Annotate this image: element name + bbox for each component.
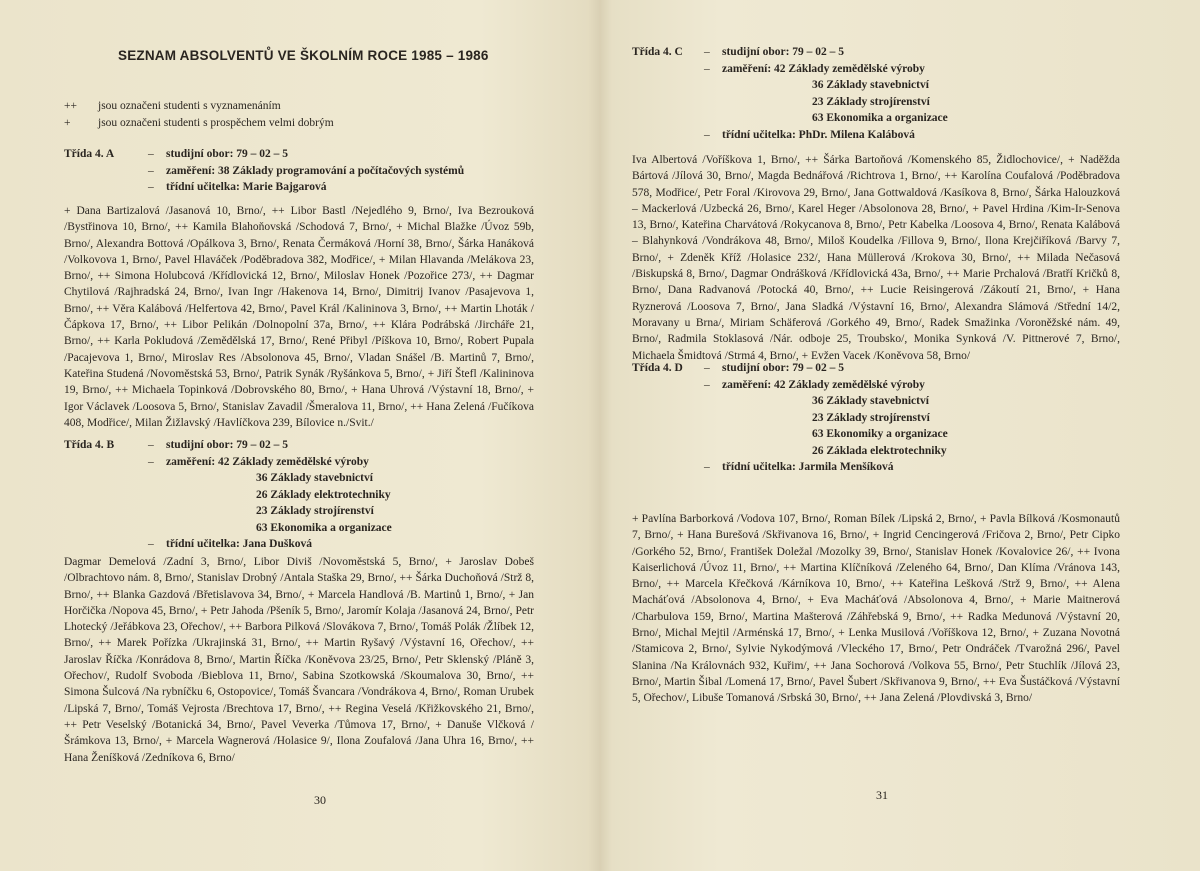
- right-page: [600, 0, 1200, 871]
- legend: [64, 98, 334, 132]
- class-obor: studijní obor: 79 – 02 – 5: [722, 46, 845, 58]
- class-teacher: třídní učitelka: Jarmila Menšíková: [722, 461, 894, 473]
- class-teacher: třídní učitelka: PhDr. Milena Kalábová: [722, 128, 915, 141]
- class-zamereni: zaměření: 38 Základy programování a počítačových systémů: [166, 164, 465, 177]
- page-title: SEZNAM ABSOLVENTŮ VE ŠKOLNÍM ROCE 1985 – 1986: [118, 48, 489, 63]
- class-zamereni-extra: 63 Ekonomika a organizace: [812, 112, 948, 124]
- class-4c-header: Třída 4. C – studijní obor: 79 – 02 – 5 – zaměření: 42 Základy zemědělské výroby 36 Základy stavebnictví 23 Základy strojírenství 63 Ekonomika a organizace – třídní učitelka: PhDr. Milena Kalábová: [632, 46, 948, 141]
- legend-text: jsou označeni studenti s prospěchem velmi dobrým: [98, 117, 334, 129]
- class-zamereni: zaměření: 42 Základy zemědělské výroby: [722, 378, 925, 391]
- class-obor: studijní obor: 79 – 02 – 5: [166, 148, 289, 160]
- legend-row-very-good: [64, 115, 334, 132]
- legend-row-honors: [64, 98, 334, 115]
- class-zamereni-extra: 23 Základy strojírenství: [256, 505, 374, 517]
- class-4d-header: Třída 4. D – studijní obor: 79 – 02 – 5 – zaměření: 42 Základy zemědělské výroby 36 Základy stavebnictví 23 Základy strojírenství 63 Ekonomiky a organizace 26 Základa elektrotechniky – třídní učitelka: Jarmila Menšíková: [632, 362, 948, 473]
- class-teacher: třídní učitelka: Jana Dušková: [166, 538, 313, 550]
- class-4a-students: + Dana Bartizalová /Jasanová 10, Brno/, ++ Libor Bastl /Nejedlého 9, Brno/, Iva Bezrouková /Bystřinova 10, Brno/, ++ Kamila Blahoňovská /Schodová 7, Brno/, + Michal Blažke /Úvoz 59b, Brno/, Alexandra Bottová /Opálkova 3, Brno/, Renata Čermáková /Horní 38, Brno/, Šárka Hanáková /Volkovova 1, Brno/, Pavel Hlaváček /Poděbradova 382, Modřice/, + Milan Hlavanda /Melákova 23, Brno/, ++ Simona Holubcová /Křídlovická 12, Brno/, Miloslav Honek /Pozořice 273/, ++ Dagmar Chytilová /Rajhradská 24, Brno/, Ivan Ingr /Hakenova 14, Brno/, Dimitrij Ivanov /Pasajevova 1, Brno/, ++ Věra Kalábová /Helfertova 42, Brno/, Pavel Král /Kalininova 3, Brno/, ++ Martin Lhoták /Čápkova 17, Brno/, ++ Libor Pelikán /Dolnopolní 37a, Brno/, ++ Klára Podrábská /Jircháře 21, Brno/, ++ Karla Pokludová /Zemědělská 17, Brno/, René Přibyl /Píškova 10, Brno/, Robert Pupala /Pacajevova 1, Brno/, Miroslav Res /Absolonova 45, Brno/, Vladan Snášel /B. Martinů 7, Brno/, Kateřina Studená /Novoměstská 53, Brno/, Patrik Synák /Ryšánkova 5, Brno/, + Jiří Štefl /Kalininova 19, Brno/, ++ Michaela Topinková /Dobrovského 80, Brno/, + Hana Uhrová /Výstavní 18, Brno/, + Igor Václavek /Loosova 5, Brno/, Stanislav Zavadil /Šmeralova 11, Brno/, ++ Hana Zelená /Fučíkova 408, Modřice/, Milan Žižlavský /Havlíčkova 239, Bílovice n./Svit./: [64, 205, 534, 429]
- class-4a-header: Třída 4. A – studijní obor: 79 – 02 – 5 – zaměření: 38 Základy programování a počítačových systémů – třídní učitelka: Marie Bajgarová: [64, 148, 465, 193]
- class-label: Třída 4. A: [64, 148, 115, 160]
- class-4b-students: Dagmar Demelová /Zadní 3, Brno/, Libor Diviš /Novoměstská 5, Brno/, + Jaroslav Dobeš /Olbrachtovo nám. 8, Brno/, Stanislav Drobný /Antala Staška 29, Brno/, ++ Šárka Duchoňová /Strž 8, Brno/, ++ Blanka Gazdová /Břetislavova 34, Brno/, + Marcela Handlová /B. Martinů 1, Brno/, + Jan Horčička /Nopova 45, Brno/, + Petr Jahoda /Pšeník 5, Brno/, Jaromír Kolaja /Jasanová 24, Brno/, Petr Lhotecký /Jeřábkova 23, Ořechov/, ++ Barbora Pilková /Slovákova 7, Brno/, Tomáš Polák /Žlíbek 12, Brno/, ++ Marek Pořízka /Ukrajinská 31, Brno/, ++ Martin Ryšavý /Výstavní 16, Ořechov/, ++ Jaroslav Říčka /Konrádova 8, Brno/, Martin Říčka /Koněvova 23/25, Brno/, Petr Sklenský /Pláně 3, Ořechov/, Rudolf Svoboda /Bieblova 11, Brno/, Sabina Szotkowská /Skoumalova 30, Brno/, ++ Simona Šulcová /Na rybníčku 6, Ostopovice/, Tomáš Švancara /Vondrákova 4, Brno/, Roman Urubek /Lipská 7, Brno/, Tomáš Vejrosta /Brechtova 17, Brno/, ++ Regina Veselá /Křižkovského 21, Brno/, ++ Petr Veselský /Botanická 34, Brno/, Pavel Veverka /Tůmova 17, Brno/, + Danuše Vlčková /Šrámkova 13, Brno/, + Marcela Wagnerová /Holasice 9/, Ilona Zoufalová /Jana Uhra 16, Brno/, ++ Hana Ženíšková /Zedníkova 6, Brno/: [64, 556, 534, 764]
- class-zamereni: zaměření: 42 Základy zemědělské výroby: [722, 62, 925, 75]
- legend-text: jsou označeni studenti s vyznamenáním: [98, 100, 281, 112]
- class-zamereni-extra: 36 Základy stavebnictví: [256, 472, 373, 484]
- class-zamereni-extra: 36 Základy stavebnictví: [812, 79, 929, 91]
- class-4b-header: Třída 4. B – studijní obor: 79 – 02 – 5 – zaměření: 42 Základy zemědělské výroby 36 Základy stavebnictví 26 Základy elektrotechniky 23 Základy strojírenství 63 Ekonomika a organizace – třídní učitelka: Jana Dušková: [64, 439, 392, 550]
- class-zamereni-extra: 63 Ekonomika a organizace: [256, 521, 392, 534]
- legend-symbol: +: [64, 117, 71, 129]
- class-zamereni-extra: 63 Ekonomiky a organizace: [812, 428, 948, 440]
- class-obor: studijní obor: 79 – 02 – 5: [166, 439, 289, 451]
- class-4c-students: Iva Albertová /Voříškova 1, Brno/, ++ Šárka Bartoňová /Komenského 85, Židlochovice/, + Naděžda Bártová /Jílová 30, Brno/, Magda Bednářová /Richtrova 1, Brno/, ++ Karolína Coufalová /Poděbradova 578, Modřice/, Petr Foral /Kirovova 29, Brno/, Jana Gottwaldová /Kasíkova 8, Brno/, Šárka Halouzková – Mackerlová /Uzbecká 26, Brno/, Karel Heger /Absolonova 28, Brno/, + Pavel Hrdina /Kim-Ir-Senova 13, Brno/, Kateřina Charvátová /Rokycanova 8, Brno/, Petr Kabelka /Loosova 4, Brno/, Renata Kalábová – Blahynková /Vondrákova 48, Brno/, Miloš Koudelka /Fillova 9, Brno/, Ilona Krejčiříková /Barvy 7, Brno/, + Zdeněk Kříž /Holasice 232/, Hana Müllerová /Krokova 30, Brno/, ++ Milada Nečasová /Biskupská 8, Brno/, Dagmar Ondrášková /Křídlovická 43a, Brno/, ++ Marie Prchalová /Bratří Kričků 8, Brno/, Dana Radvanová /Potocká 40, Brno/, ++ Lucie Reisingerová /Zákoutí 21, Brno/, + Hana Ryznerová /Loosova 7, Brno/, Jana Sladká /Výstavní 16, Brno/, Alexandra Slámová /Střední 14/2, Moravany u Brna/, Miriam Schäferová /Gorkého 49, Brno/, Radek Smažinka /Voroněžské nám. 49, Brno/, Radmila Stoklasová /Nár. odboje 25, Troubsko/, Monika Synková /V. Pittnerové 7, Brno/, Michaela Šmidtová /Strmá 4, Brno/, + Evžen Vacek /Koněvova 58, Brno/: [632, 154, 1120, 362]
- class-zamereni-extra: 26 Základa elektrotechniky: [812, 444, 947, 457]
- page-number: 30: [314, 793, 326, 807]
- legend-symbol: ++: [64, 100, 77, 112]
- class-zamereni-extra: 23 Základy strojírenství: [812, 95, 930, 108]
- class-zamereni-extra: 26 Základy elektrotechniky: [256, 488, 391, 501]
- page-number: 31: [876, 788, 888, 802]
- class-obor: studijní obor: 79 – 02 – 5: [722, 362, 845, 374]
- class-label: Třída 4. B: [64, 439, 115, 451]
- class-teacher: třídní učitelka: Marie Bajgarová: [166, 181, 327, 193]
- class-4d-students: + Pavlína Barborková /Vodova 107, Brno/, Roman Bílek /Lipská 2, Brno/, + Pavla Bílková /Kosmonautů 7, Brno/, + Hana Burešová /Skřivanova 16, Brno/, + Ingrid Cencingerová /Fričova 2, Brno/, Petr Cipko /Gorkého 52, Brno/, František Doležal /Mozolky 39, Brno/, Stanislav Honek /Kovalovice 26/, ++ Ivona Kaiserlichová /Úvoz 11, Brno/, ++ Martina Klíčníková /Zeleného 64, Brno/, Dan Klíma /Vránova 143, Brno/, ++ Marcela Křečková /Kárníkova 10, Brno/, ++ Kateřina Lešková /Strž 9, Brno/, ++ Alena Macháťová /Absolonova 4, Brno/, + Eva Macháťová /Absolonova 4, Brno/, + Marie Maitnerová /Charbulova 159, Brno/, Martina Mašterová /Záhřebská 9, Brno/, ++ Radka Medunová /Výstavní 20, Brno/, Michal Mejtil /Arménská 17, Brno/, + Lenka Musilová /Voříškova 12, Brno/, + Zuzana Novotná /Stamicova 2, Brno/, Sylvie Nykodýmová /Vleckého 17, Brno/, Petr Ondráček /Tvarožná 296/, Pavel Slanina /Na Královnách 932, Kuřim/, ++ Jana Sochorová /Volkova 55, Brno/, Petr Stuchlík /Jílová 23, Brno/, Martin Šibal /Lomená 17, Brno/, Pavel Šubert /Skřivanova 9, Brno/, ++ Eva Šustáčková /Výstavní 5, Ořechov/, Libuše Tomanová /Srbská 30, Brno/, ++ Jana Zelená /Plovdivská 3, Brno/: [632, 513, 1120, 705]
- class-label: Třída 4. C: [632, 46, 683, 58]
- class-zamereni-extra: 36 Základy stavebnictví: [812, 395, 929, 407]
- class-zamereni-extra: 23 Základy strojírenství: [812, 411, 930, 424]
- class-label: Třída 4. D: [632, 362, 683, 374]
- class-zamereni: zaměření: 42 Základy zemědělské výroby: [166, 455, 369, 468]
